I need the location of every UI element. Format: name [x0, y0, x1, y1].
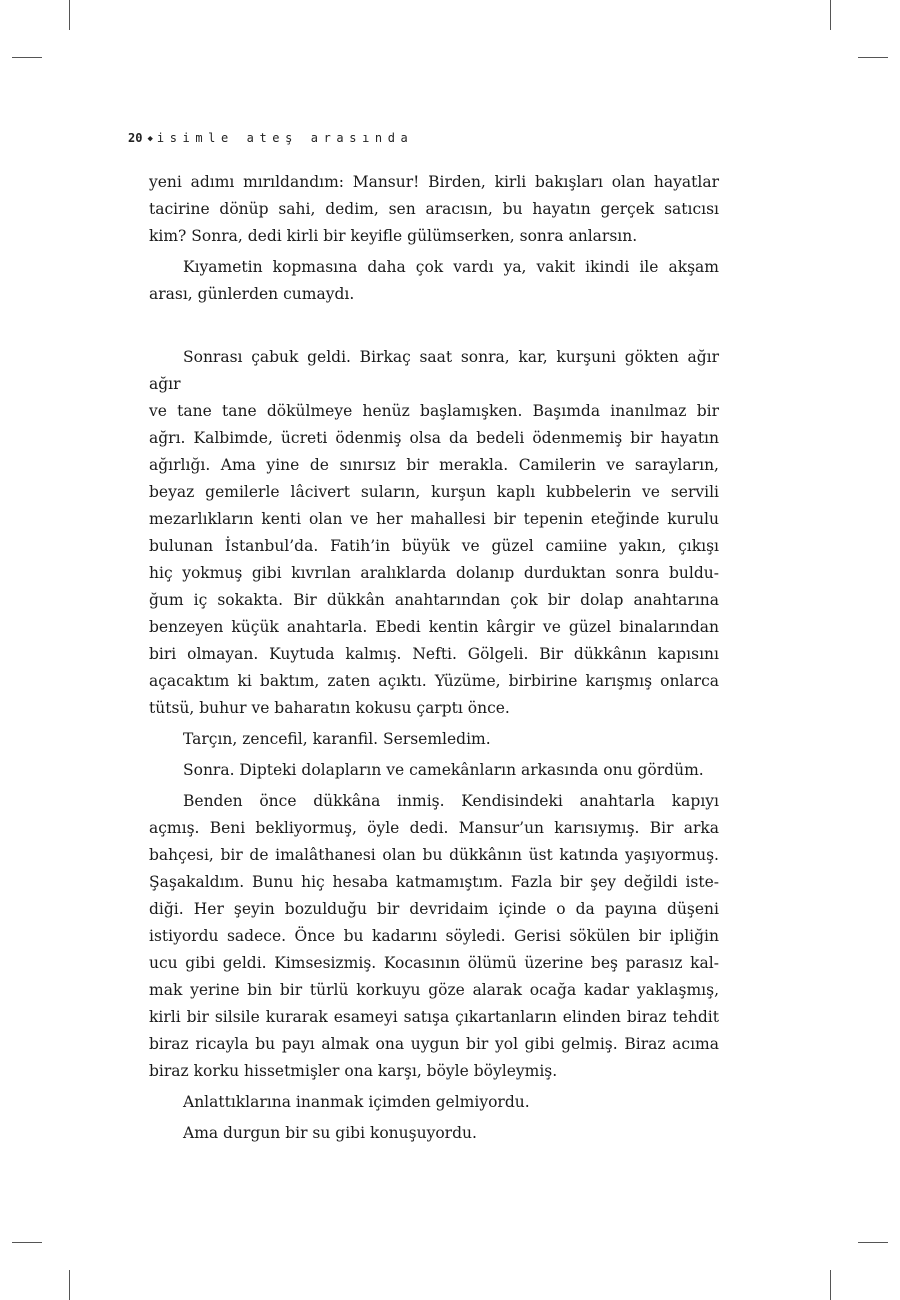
crop-mark-bottom-left [69, 1270, 70, 1300]
text-line: Ama durgun bir su gibi konuşuyordu. [183, 1124, 477, 1142]
text-line: bahçesi, bir de imalâthanesi olan bu dükkânın üst katında yaşıyormuş. [149, 846, 719, 864]
section-break [149, 308, 719, 344]
paragraph-6 [149, 788, 719, 1085]
text-line: ağırlığı. Ama yine de sınırsız bir merakla. Camilerin ve sarayların, [149, 456, 719, 474]
text-line: mezarlıkların kenti olan ve her mahallesi bir tepenin eteğinde kurulu [149, 510, 719, 528]
body-text [149, 169, 719, 1147]
paragraph-5 [149, 757, 719, 784]
text-line: açacaktım ki baktım, zaten açıktı. Yüzüme, birbirine karışmış onlarca [149, 672, 719, 690]
text-line: yeni adımı mırıldandım: Mansur! Birden, kirli bakışları olan hayatlar [149, 173, 719, 191]
text-line: tacirine dönüp sahi, dedim, sen aracısın, bu hayatın gerçek satıcısı [149, 200, 719, 218]
text-line: ağrı. Kalbimde, ücreti ödenmiş olsa da bedeli ödenmemiş bir hayatın [149, 429, 719, 447]
text-line: biri olmayan. Kuytuda kalmış. Nefti. Gölgeli. Bir dükkânın kapısını [149, 645, 719, 663]
running-head-title: isimle ateş arasında [156, 131, 414, 145]
crop-mark-top-left [69, 0, 70, 30]
text-line: Sonrası çabuk geldi. Birkaç saat sonra, kar, kurşuni gökten ağır ağır [149, 348, 719, 393]
text-line: Tarçın, zencefil, karanfil. Sersemledim. [183, 730, 491, 748]
text-line: istiyordu sadece. Önce bu kadarını söyledi. Gerisi sökülen bir ipliğin [149, 927, 719, 945]
text-line: benzeyen küçük anahtarla. Ebedi kentin kârgir ve güzel binalarından [149, 618, 719, 636]
text-line: açmış. Beni bekliyormuş, öyle dedi. Mansur’un karısıymış. Bir arka [149, 819, 719, 837]
paragraph-4 [149, 726, 719, 753]
text-line: diği. Her şeyin bozulduğu bir devridaim içinde o da payına düşeni [149, 900, 719, 918]
diamond-separator-icon: ◆ [147, 134, 153, 144]
text-line: bulunan İstanbul’da. Fatih’in büyük ve güzel camiine yakın, çıkışı [149, 537, 719, 555]
crop-mark-bottom-right [830, 1270, 831, 1300]
text-line: beyaz gemilerle lâcivert suların, kurşun kaplı kubbelerin ve servili [149, 483, 719, 501]
text-line: hiç yokmuş gibi kıvrılan aralıklarda dolanıp durduktan sonra buldu- [149, 564, 719, 582]
text-line: mak yerine bin bir türlü korkuyu göze alarak ocağa kadar yaklaşmış, [149, 981, 719, 999]
text-line: kim? Sonra, dedi kirli bir keyifle gülümserken, sonra anlarsın. [149, 227, 638, 245]
text-line: biraz ricayla bu payı almak ona uygun bir yol gibi gelmiş. Biraz acıma [149, 1035, 719, 1053]
text-line: Kıyametin kopmasına daha çok vardı ya, vakit ikindi ile akşam [183, 258, 719, 276]
paragraph-1 [149, 169, 719, 250]
crop-mark-top-left-h [12, 57, 42, 58]
text-line: ve tane tane dökülmeye henüz başlamışken. Başımda inanılmaz bir [149, 402, 719, 420]
text-line: Anlattıklarına inanmak içimden gelmiyordu. [183, 1093, 530, 1111]
page-number: 20 [128, 131, 143, 145]
text-line: ucu gibi geldi. Kimsesizmiş. Kocasının ölümü üzerine beş parasız kal- [149, 954, 719, 972]
text-line: tütsü, buhur ve baharatın kokusu çarptı önce. [149, 699, 510, 717]
text-line: Benden önce dükkâna inmiş. Kendisindeki anahtarla kapıyı [183, 792, 719, 810]
crop-mark-bottom-left-h [12, 1242, 42, 1243]
crop-mark-bottom-right-h [858, 1242, 888, 1243]
running-head [128, 131, 413, 145]
text-line: kirli bir silsile kurarak esameyi satışa çıkartanların elinden biraz tehdit [149, 1008, 719, 1026]
text-line: biraz korku hissetmişler ona karşı, böyle böyleymiş. [149, 1062, 558, 1080]
text-line: Sonra. Dipteki dolapların ve camekânların arkasında onu gördüm. [183, 761, 704, 779]
text-line: arası, günlerden cumaydı. [149, 285, 355, 303]
paragraph-7 [149, 1089, 719, 1116]
text-line: Şaşakaldım. Bunu hiç hesaba katmamıştım. Fazla bir şey değildi iste- [149, 873, 719, 891]
crop-mark-top-right [830, 0, 831, 30]
text-line: ğum iç sokakta. Bir dükkân anahtarından çok bir dolap anahtarına [149, 591, 719, 609]
paragraph-8 [149, 1120, 719, 1147]
paragraph-2 [149, 254, 719, 308]
crop-mark-top-right-h [858, 57, 888, 58]
paragraph-3 [149, 344, 719, 722]
